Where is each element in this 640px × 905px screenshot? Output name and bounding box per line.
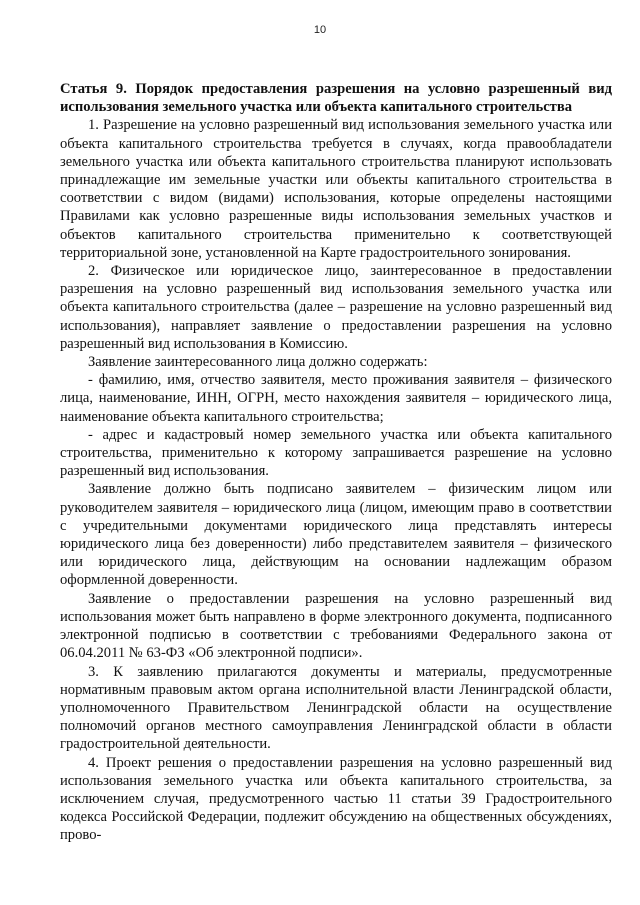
list-item-address: - адрес и кадастровый номер земельного участка или объекта капитального строительства, применительно к которому запрашивается разрешение на условно разрешенный вид использования. bbox=[60, 426, 612, 480]
paragraph-2: 2. Физическое или юридическое лицо, заинтересованное в предоставлении разрешения на условно разрешенный вид использования земельного участка или объекта капитального строительства (далее – разрешение на условно разрешенный вид использования), направляет заявление о предоставлении разрешения на условно разрешенный вид использования в Комиссию. bbox=[60, 263, 612, 352]
paragraph-4: 4. Проект решения о предоставлении разрешения на условно разрешенный вид использования земельного участка или объекта капитального строительства, за исключением случая, предусмотренного частью 11 статьи 39 Градостроительного кодекса Российской Федерации, подлежит обсуждению на общественных обсуждениях, прово- bbox=[60, 754, 612, 844]
paragraph-application-contents: Заявление заинтересованного лица должно содержать: bbox=[88, 354, 428, 371]
page-number: 10 bbox=[313, 24, 327, 36]
document-body bbox=[60, 80, 612, 845]
paragraph-3: 3. К заявлению прилагаются документы и материалы, предусмотренные нормативным правовым актом органа исполнительной власти Ленинградской области, уполномоченного Правительством Ленинградской области на осуществление полномочий органов местного самоуправления Ленинградской области в области градостроительной деятельности. bbox=[60, 663, 612, 753]
article-heading: Статья 9. Порядок предоставления разрешения на условно разрешенный вид использования земельного участка или объекта капитального строительства bbox=[60, 81, 612, 116]
paragraph-electronic: Заявление о предоставлении разрешения на условно разрешенный вид использования может быть направлено в форме электронного документа, подписанного электронной подписью в соответствии с требованиями Федерального закона от 06.04.2011 № 63-ФЗ «Об электронной подписи». bbox=[60, 590, 612, 662]
list-item-applicant-details: - фамилию, имя, отчество заявителя, место проживания заявителя – физического лица, наименование, ИНН, ОГРН, место нахождения заявителя – юридического лица, наименование объекта капитального строительства; bbox=[60, 372, 612, 425]
paragraph-signature: Заявление должно быть подписано заявителем – физическим лицом или руководителем заявителя – юридического лица (лицом, имеющим право в соответствии с учредительными документами юридического лица представлять интересы юридического лица без доверенности) либо представителем заявителя – физического или юридического лица, действующим на основании надлежащим образом оформленной доверенности. bbox=[60, 481, 612, 589]
paragraph-1: 1. Разрешение на условно разрешенный вид использования земельного участка или объекта капитального строительства требуется в случаях, когда правообладатели земельного участка или объекта капитального строительства планируют использовать принадлежащие им земельные участки или объекты капитального строительства в соответствии с видом (видами) использования, которые определены настоящими Правилами как условно разрешенные виды использования земельных участков и объектов капитального строительства применительно к соответствующей территориальной зоне, установленной на Карте градостроительного зонирования. bbox=[60, 117, 612, 261]
